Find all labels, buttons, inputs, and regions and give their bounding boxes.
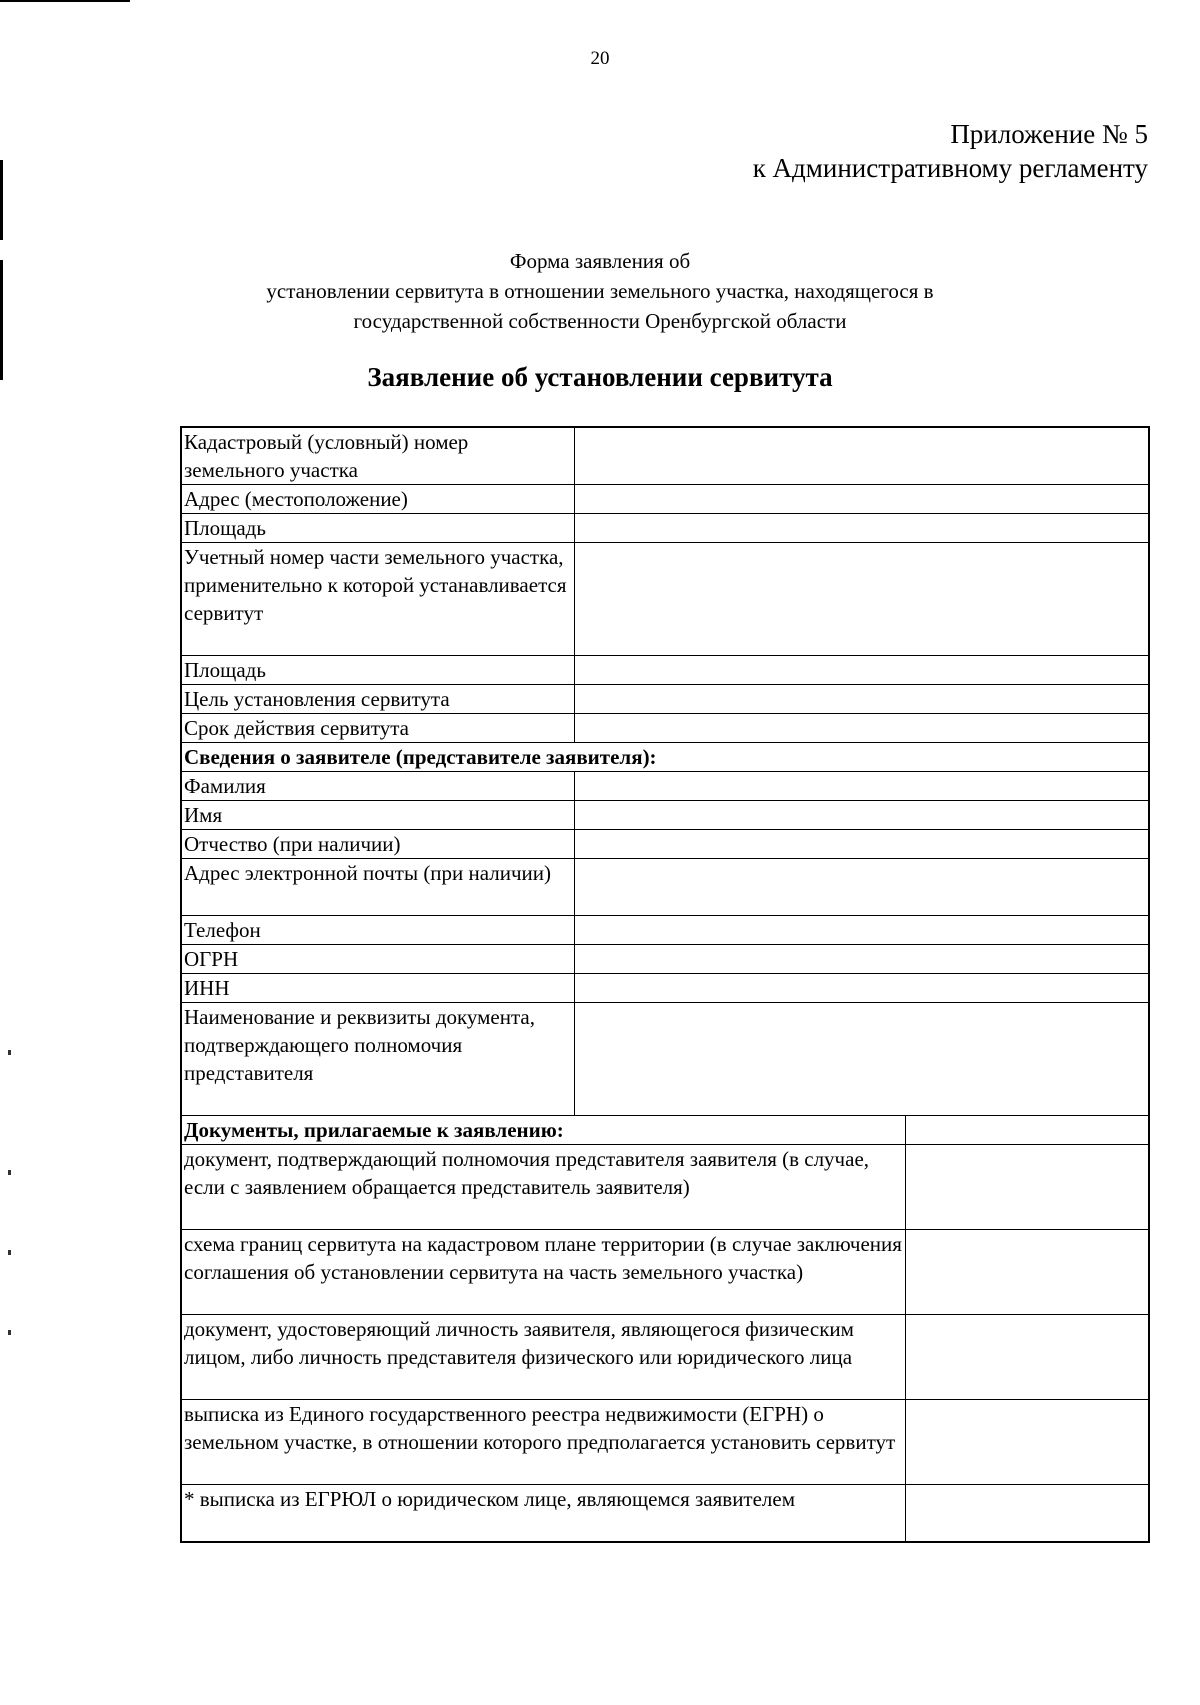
table-row <box>181 656 1149 685</box>
section-header-documents <box>181 1116 1149 1145</box>
scan-top-rule <box>0 0 130 2</box>
row-label: Срок действия сервитута <box>181 714 574 743</box>
document-mark-cell[interactable] <box>905 1145 1149 1230</box>
table-row <box>181 945 1149 974</box>
value-cell[interactable] <box>574 772 1149 801</box>
section-title: Сведения о заявителе (представителе заявителя): <box>181 743 1149 772</box>
document-mark-cell[interactable] <box>905 1315 1149 1400</box>
row-label: Имя <box>181 801 574 830</box>
row-label: Отчество (при наличии) <box>181 830 574 859</box>
document-label: выписка из Единого государственного реестра недвижимости (ЕГРН) о земельном участке, в отношении которого предполагается установить сервитут <box>181 1400 905 1485</box>
value-cell[interactable] <box>574 945 1149 974</box>
row-label: Цель установления сервитута <box>181 685 574 714</box>
table-row <box>181 859 1149 916</box>
row-label: Адрес электронной почты (при наличии) <box>181 859 574 916</box>
row-label: Учетный номер части земельного участка, применительно к которой устанавливается сервитут <box>181 543 574 656</box>
value-cell[interactable] <box>574 427 1149 485</box>
row-label: Площадь <box>181 514 574 543</box>
table-row <box>181 772 1149 801</box>
table-row <box>181 485 1149 514</box>
document-mark-cell[interactable] <box>905 1116 1149 1145</box>
value-cell[interactable] <box>574 916 1149 945</box>
row-label: Адрес (местоположение) <box>181 485 574 514</box>
value-cell[interactable] <box>574 656 1149 685</box>
appendix-line-2: к Административному регламенту <box>752 153 1148 183</box>
page-number: 20 <box>590 48 610 69</box>
document-mark-cell[interactable] <box>905 1485 1149 1543</box>
table-row <box>181 1230 1149 1315</box>
value-cell[interactable] <box>574 830 1149 859</box>
value-cell[interactable] <box>574 974 1149 1003</box>
table-row <box>181 543 1149 656</box>
form-caption <box>0 246 1200 336</box>
table-row <box>181 801 1149 830</box>
table-row <box>181 830 1149 859</box>
table-row <box>181 1400 1149 1485</box>
value-cell[interactable] <box>574 1003 1149 1116</box>
table-row <box>181 974 1149 1003</box>
value-cell[interactable] <box>574 485 1149 514</box>
document-label: схема границ сервитута на кадастровом плане территории (в случае заключения соглашения об установлении сервитута на часть земельного участка) <box>181 1230 905 1315</box>
scan-dot <box>8 1170 11 1175</box>
row-label: ИНН <box>181 974 574 1003</box>
document-mark-cell[interactable] <box>905 1400 1149 1485</box>
row-label: Кадастровый (условный) номер земельного участка <box>181 427 574 485</box>
table-row <box>181 514 1149 543</box>
form-caption-line-1: Форма заявления об <box>509 249 691 273</box>
table-row <box>181 1315 1149 1400</box>
document-label: * выписка из ЕГРЮЛ о юридическом лице, являющемся заявителем <box>181 1485 905 1543</box>
form-caption-line-2: установлении сервитута в отношении земельного участка, находящегося в <box>266 279 934 303</box>
document-label: документ, удостоверяющий личность заявителя, являющегося физическим лицом, либо личность представителя физического или юридического лица <box>181 1315 905 1400</box>
table-row <box>181 685 1149 714</box>
section-title: Документы, прилагаемые к заявлению: <box>181 1116 905 1145</box>
table-row <box>181 714 1149 743</box>
table-row <box>181 1003 1149 1116</box>
row-label: Наименование и реквизиты документа, подтверждающего полномочия представителя <box>181 1003 574 1116</box>
appendix-header <box>753 117 1148 185</box>
table-row <box>181 916 1149 945</box>
form-caption-line-3: государственной собственности Оренбургской области <box>353 309 847 333</box>
value-cell[interactable] <box>574 714 1149 743</box>
table-row <box>181 427 1149 485</box>
application-form-table <box>180 426 1150 1543</box>
scan-dot <box>8 1250 11 1255</box>
value-cell[interactable] <box>574 543 1149 656</box>
value-cell[interactable] <box>574 801 1149 830</box>
row-label: Фамилия <box>181 772 574 801</box>
row-label: Площадь <box>181 656 574 685</box>
table-row <box>181 1485 1149 1543</box>
row-label: ОГРН <box>181 945 574 974</box>
value-cell[interactable] <box>574 685 1149 714</box>
section-header-applicant <box>181 743 1149 772</box>
document-title: Заявление об установлении сервитута <box>367 362 833 392</box>
table-row <box>181 1145 1149 1230</box>
row-label: Телефон <box>181 916 574 945</box>
document-mark-cell[interactable] <box>905 1230 1149 1315</box>
scan-dot <box>8 1050 11 1055</box>
appendix-line-1: Приложение № 5 <box>950 119 1148 149</box>
value-cell[interactable] <box>574 859 1149 916</box>
document-label: документ, подтверждающий полномочия представителя заявителя (в случае, если с заявлением обращается представитель заявителя) <box>181 1145 905 1230</box>
value-cell[interactable] <box>574 514 1149 543</box>
scan-edge-mark <box>0 160 3 240</box>
scan-dot <box>8 1330 11 1335</box>
